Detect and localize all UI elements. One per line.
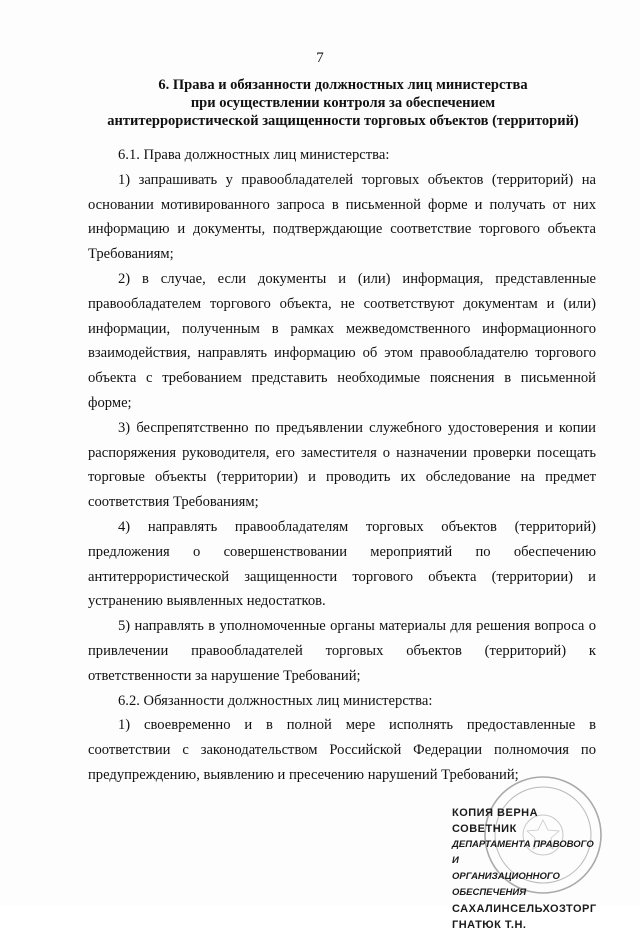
paragraph-6-1: 6.1. Права должностных лиц министерства: [118, 147, 390, 163]
section-heading-line-3: антитеррористической защищенности торговых объектов (территорий) [107, 113, 579, 129]
body-text [88, 143, 596, 788]
stamp-line-5: ОБЕСПЕЧЕНИЯ [452, 887, 527, 898]
paragraph-6-2-item-1: 1) своевременно и в полной мере исполнять предоставленные в соответствии с законодательством Российской Федерации полномочия по предупреждению, выявлению и пресечению нарушений Требований; [88, 717, 596, 783]
section-heading [88, 76, 598, 130]
paragraph-6-1-item-3: 3) беспрепятственно по предъявлении служебного удостоверения и копии распоряжения руководителя, его заместителя о назначении проверки посещать торговые объекты (территории) и проводить их обследование на предмет соответствия Требованиям; [88, 419, 596, 511]
stamp-line-2: СОВЕТНИК [452, 823, 517, 835]
copy-certification-stamp [452, 805, 602, 933]
stamp-line-6: САХАЛИНСЕЛЬХОЗТОРГ [452, 903, 597, 915]
section-heading-line-1: 6. Права и обязанности должностных лиц министерства [158, 77, 528, 93]
section-heading-line-2: при осуществлении контроля за обеспечением [190, 95, 496, 111]
stamp-line-1: КОПИЯ ВЕРНА [452, 807, 539, 819]
paragraph-6-1-item-5: 5) направлять в уполномоченные органы материалы для решения вопроса о привлечении правообладателей торговых объектов (территорий) к ответственности за нарушение Требований; [88, 618, 596, 684]
stamp-line-4: ОРГАНИЗАЦИОННОГО [452, 871, 560, 882]
stamp-line-3: ДЕПАРТАМЕНТА ПРАВОВОГО И [452, 839, 594, 866]
paragraph-6-2: 6.2. Обязанности должностных лиц министерства: [118, 692, 433, 709]
paragraph-6-1-item-1: 1) запрашивать у правообладателей торговых объектов (территорий) на основании мотивированного запроса в письменной форме и получать от них информацию и документы, подтверждающие соответствие торгового объекта Требованиям; [88, 171, 596, 263]
page-number: 7 [316, 50, 324, 66]
paragraph-6-1-item-2: 2) в случае, если документы и (или) информация, представленные правообладателем торгового объекта, не соответствуют документам и (или) информации, полученным в рамках межведомственного информационного взаимодействия, направлять информацию об этом правообладателю торгового объекта с требованием представить необходимые пояснения в письменной форме; [88, 270, 596, 411]
paragraph-6-1-item-4: 4) направлять правообладателям торговых объектов (территорий) предложения о совершенствовании мероприятий по обеспечению антитеррористической защищенности торгового объекта (территории) и устранению выявленных недостатков. [88, 518, 596, 610]
stamp-line-7: ГНАТЮК Т.Н. [452, 919, 527, 931]
